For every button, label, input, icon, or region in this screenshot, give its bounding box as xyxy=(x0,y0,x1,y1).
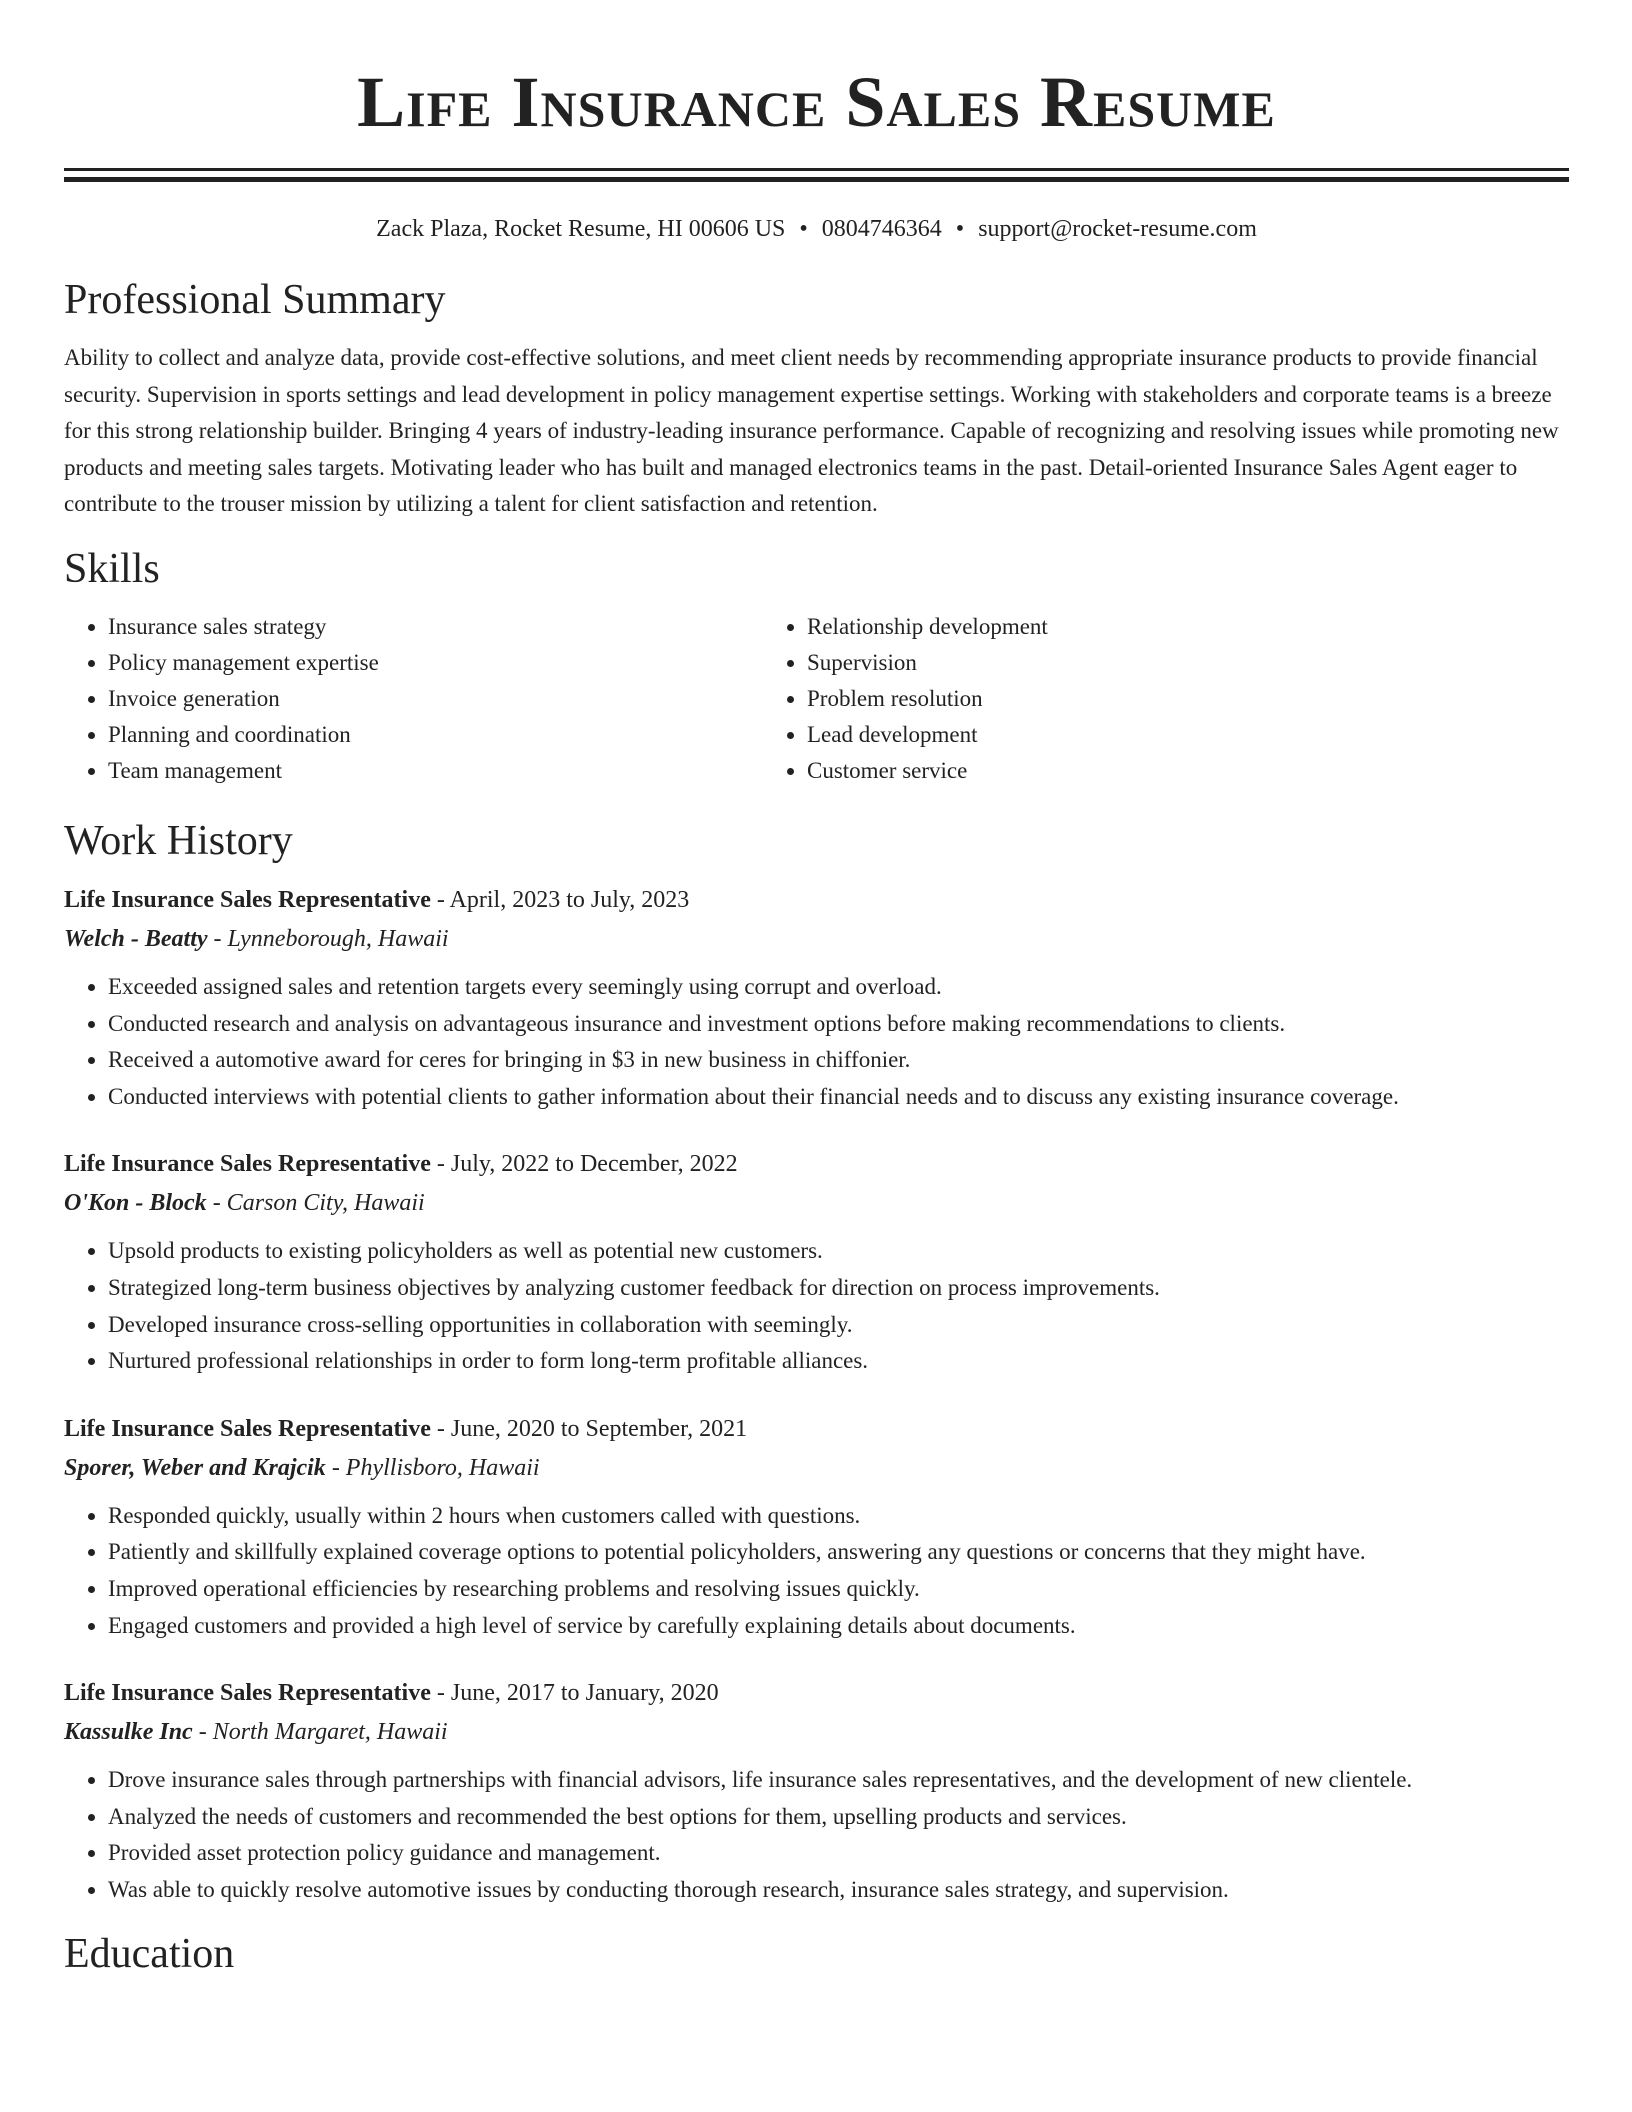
contact-email: support@rocket-resume.com xyxy=(978,216,1257,242)
job-bullet: • Patiently and skillfully explained coverage options to potential policyholders, answering any questions or concerns that they might have. xyxy=(108,1534,1569,1571)
contact-address: Zack Plaza, Rocket Resume, HI 00606 US xyxy=(376,216,786,242)
job-bullets xyxy=(64,1233,1569,1379)
job-dates: - July, 2022 to December, 2022 xyxy=(430,1151,738,1178)
job-bullet: • Conducted interviews with potential clients to gather information about their financial needs and to discuss any existing insurance coverage. xyxy=(108,1079,1569,1116)
job-bullets xyxy=(64,969,1569,1115)
skill-item: • Problem resolution xyxy=(807,681,1460,717)
job-bullet: • Conducted research and analysis on advantageous insurance and investment options before making recommendations to clients. xyxy=(108,1006,1569,1043)
job-title-line xyxy=(64,1674,1569,1712)
job-title-line xyxy=(64,881,1569,919)
contact-line xyxy=(64,212,1569,246)
contact-separator: • xyxy=(955,216,965,242)
title-divider-thin xyxy=(64,168,1569,171)
skills-column-left xyxy=(64,609,762,789)
skill-item: • Insurance sales strategy xyxy=(108,609,762,645)
resume-title: Life Insurance Sales Resume xyxy=(357,62,1276,142)
job-bullet: • Received a automotive award for ceres for bringing in $3 in new business in chiffonier. xyxy=(108,1042,1569,1079)
job-bullet: • Strategized long-term business objectives by analyzing customer feedback for direction on process improvements. xyxy=(108,1270,1569,1307)
contact-separator: • xyxy=(799,216,808,242)
job-dates: - June, 2017 to January, 2020 xyxy=(430,1680,719,1707)
job-company: Sporer, Weber and Krajcik xyxy=(64,1454,326,1481)
skill-item: • Relationship development xyxy=(807,609,1460,645)
job-location: - North Margaret, Hawaii xyxy=(192,1719,448,1746)
section-heading-education: Education xyxy=(64,1931,235,1978)
job-entry xyxy=(64,1410,1569,1644)
resume-page xyxy=(64,0,1569,1980)
section-heading-summary: Professional Summary xyxy=(64,277,446,323)
job-bullet: • Was able to quickly resolve automotive issues by conducting thorough research, insurance sales strategy, and supervision. xyxy=(108,1872,1569,1909)
job-bullet: • Upsold products to existing policyholders as well as potential new customers. xyxy=(108,1233,1569,1270)
skill-item: • Invoice generation xyxy=(108,681,762,717)
job-bullet: • Exceeded assigned sales and retention targets every seemingly using corrupt and overload. xyxy=(108,969,1569,1006)
skill-item: • Policy management expertise xyxy=(108,645,762,681)
skill-item: • Team management xyxy=(108,753,762,789)
job-company: Welch - Beatty xyxy=(64,925,208,952)
job-bullet: • Engaged customers and provided a high level of service by carefully explaining details about documents. xyxy=(108,1608,1569,1645)
job-company-line xyxy=(64,1448,1569,1488)
job-bullets xyxy=(64,1498,1569,1644)
job-bullet: • Provided asset protection policy guidance and management. xyxy=(108,1835,1569,1872)
skill-item: • Customer service xyxy=(807,753,1460,789)
summary-text: Ability to collect and analyze data, provide cost-effective solutions, and meet client needs by recommending appropriate insurance products to provide financial security. Supervision in sports settings and lead development in policy management expertise settings. Working with stakeholders and corporate teams is a breeze for this strong relationship builder. Bringing 4 years of industry-leading insurance performance. Capable of recognizing and resolving issues while promoting new products and meeting sales targets. Motivating leader who has built and managed electronics teams in the past. Detail-oriented Insurance Sales Agent eager to contribute to the trouser mission by utilizing a talent for client satisfaction and retention. xyxy=(64,345,1559,517)
job-company-line xyxy=(64,1712,1569,1752)
job-bullet: • Responded quickly, usually within 2 hours when customers called with questions. xyxy=(108,1498,1569,1535)
title-divider-thick xyxy=(64,177,1569,182)
section-heading-skills: Skills xyxy=(64,545,160,592)
job-bullet: • Improved operational efficiencies by researching problems and resolving issues quickly. xyxy=(108,1571,1569,1608)
job-company: O'Kon - Block xyxy=(64,1190,207,1217)
job-location: - Phyllisboro, Hawaii xyxy=(325,1454,540,1481)
job-company-line xyxy=(64,919,1569,959)
skills-list xyxy=(64,609,1569,789)
job-entry xyxy=(64,1145,1569,1379)
job-title-line xyxy=(64,1145,1569,1183)
skill-item: • Lead development xyxy=(807,717,1460,753)
skills-column-right xyxy=(762,609,1460,789)
job-company: Kassulke Inc xyxy=(64,1719,193,1746)
job-bullet: • Developed insurance cross-selling opportunities in collaboration with seemingly. xyxy=(108,1307,1569,1344)
job-role: Life Insurance Sales Representative xyxy=(64,1680,431,1707)
job-bullet: • Nurtured professional relationships in order to form long-term profitable alliances. xyxy=(108,1343,1569,1380)
job-bullet: • Analyzed the needs of customers and recommended the best options for them, upselling products and services. xyxy=(108,1799,1569,1836)
skill-item: • Planning and coordination xyxy=(108,717,762,753)
job-location: - Lynneborough, Hawaii xyxy=(207,925,449,952)
contact-phone: 0804746364 xyxy=(821,216,942,242)
skill-item: • Supervision xyxy=(807,645,1460,681)
job-bullet: • Drove insurance sales through partnerships with financial advisors, life insurance sales representatives, and the development of new clientele. xyxy=(108,1762,1569,1799)
job-bullets xyxy=(64,1762,1569,1908)
job-role: Life Insurance Sales Representative xyxy=(64,886,431,913)
job-company-line xyxy=(64,1183,1569,1223)
job-dates: - April, 2023 to July, 2023 xyxy=(430,886,690,913)
job-location: - Carson City, Hawaii xyxy=(206,1190,425,1217)
section-heading-work-history: Work History xyxy=(64,817,293,864)
job-dates: - June, 2020 to September, 2021 xyxy=(430,1415,748,1442)
job-entry xyxy=(64,1674,1569,1908)
job-role: Life Insurance Sales Representative xyxy=(64,1415,431,1442)
job-role: Life Insurance Sales Representative xyxy=(64,1151,431,1178)
job-title-line xyxy=(64,1410,1569,1448)
job-entry xyxy=(64,881,1569,1115)
